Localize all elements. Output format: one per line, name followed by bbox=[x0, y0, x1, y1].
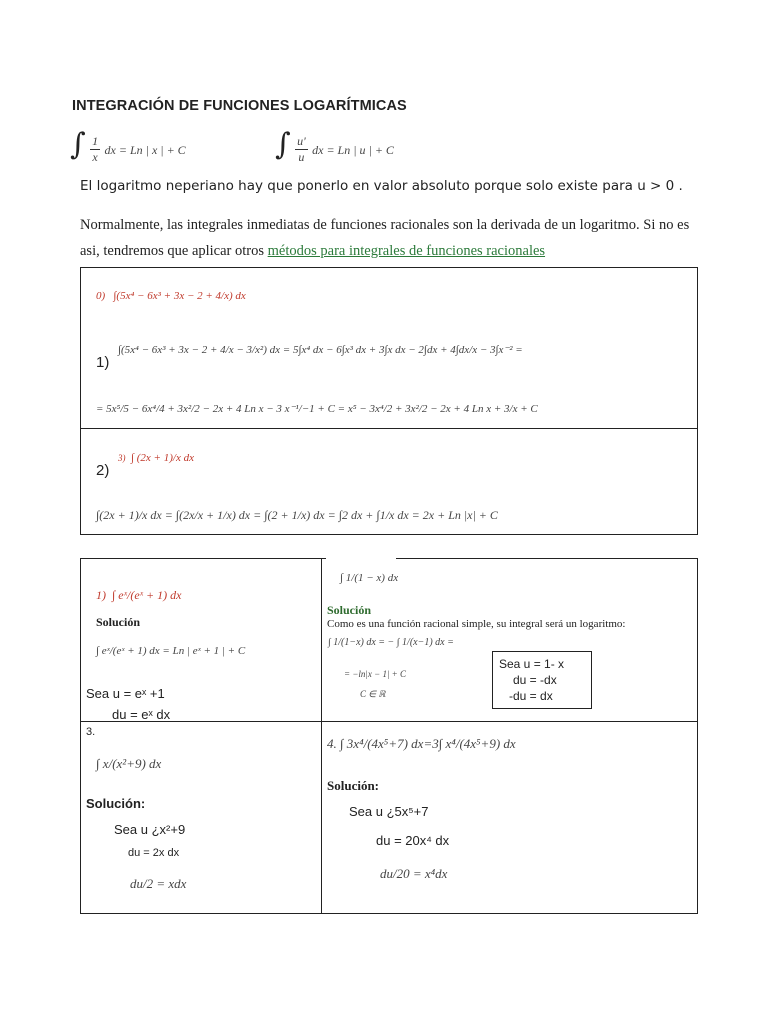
cell4-du: du = 20x⁴ dx bbox=[376, 833, 450, 848]
cell2-eq1: ∫ 1/(1−x) dx = − ∫ 1/(x−1) dx = bbox=[328, 637, 454, 648]
formula-basic-log: ∫ $\frac{1}{x}$ dx = Ln | x | + C bbox=[70, 127, 186, 165]
cell1-du: du = eˣ dx bbox=[112, 707, 171, 722]
ex2-number: 2) bbox=[96, 462, 110, 479]
cell2-substitution-box bbox=[492, 651, 592, 709]
ex1-step1: ∫(5x⁴ − 6x³ + 3x − 2 + 4/x − 3/x²) dx = 5∫x⁴ dx − 6∫x³ dx + 3∫x dx − 2∫dx + 4∫dx/x − 3∫x⁻² = bbox=[118, 344, 523, 356]
cell2-eq3: C ∈ ℝ bbox=[360, 689, 386, 699]
cell1-substitution: Sea u = eˣ +1 bbox=[86, 686, 165, 701]
cell2-eq2: = −ln|x − 1| + C bbox=[344, 669, 406, 679]
page-title: INTEGRACIÓN DE FUNCIONES LOGARÍTMICAS bbox=[72, 98, 407, 114]
intro-text: Normalmente, las integrales inmediatas de funciones racionales son la derivada de un logaritmo. Si no es asi, tendremos que aplicar otros bbox=[80, 217, 690, 259]
cell3-substitution: Sea u ¿x²+9 bbox=[114, 822, 186, 837]
formula-general-log: ∫ $\frac{u'}{u}$ dx = Ln | u | + C bbox=[275, 127, 394, 165]
cell4-statement: 4. ∫ 3x⁴/(4x⁵+7) dx=3∫ x⁴/(4x⁵+9) dx bbox=[327, 736, 516, 751]
cell3-solution-label: Solución: bbox=[86, 796, 146, 811]
cell1-solution-label: Solución bbox=[96, 615, 141, 629]
intro-paragraph bbox=[80, 212, 705, 264]
cell4-solution-label: Solución: bbox=[327, 778, 380, 793]
intro-abs-value-note: El logaritmo neperiano hay que ponerlo en valor absoluto porque solo existe para u > 0 . bbox=[80, 178, 683, 194]
ex1-number: 1) bbox=[96, 354, 110, 371]
ex2-solution: ∫(2x + 1)/x dx = ∫(2x/x + 1/x) dx = ∫(2 + 1/x) dx = ∫2 dx + ∫1/x dx = 2x + Ln |x| + C bbox=[96, 508, 498, 522]
cell2-box-line: -du = dx bbox=[509, 689, 553, 703]
ex1-step2: = 5x⁵/5 − 6x⁴/4 + 3x²/2 − 2x + 4 Ln x − 3 x⁻¹/−1 + C = x⁵ − 3x⁴/2 + 3x²/2 − 2x + 4 Ln x + 3/x + C bbox=[96, 403, 538, 415]
cell2-box-line: du = -dx bbox=[513, 673, 557, 687]
cell3-statement: ∫ x/(x²+9) dx bbox=[96, 756, 162, 771]
cell2-text: Como es una función racional simple, su integral será un logaritmo: bbox=[327, 618, 626, 630]
ex1-statement: 0) ∫(5x⁴ − 6x³ + 3x − 2 + 4/x) dx bbox=[96, 290, 246, 302]
ex2-statement: 3) ∫ (2x + 1)/x dx bbox=[118, 452, 194, 464]
cell2-statement: ∫ 1/(1 − x) dx bbox=[340, 572, 399, 584]
cell4-substitution: Sea u ¿5x⁵+7 bbox=[349, 804, 429, 819]
cell3-du: du = 2x dx bbox=[128, 847, 180, 859]
cell1-result: ∫ eˣ/(eˣ + 1) dx = Ln | eˣ + 1 | + C bbox=[96, 645, 246, 657]
cell2-box-line: Sea u = 1- x bbox=[499, 657, 565, 671]
cell3-number: 3. bbox=[86, 726, 96, 738]
cell2-solution-label: Solución bbox=[327, 603, 372, 617]
cell3-equation: du/2 = xdx bbox=[130, 876, 187, 891]
methods-link[interactable]: métodos para integrales de funciones racionales bbox=[267, 243, 546, 259]
cell1-statement: 1) ∫ eˣ/(eˣ + 1) dx bbox=[96, 588, 182, 602]
cell4-equation: du/20 = x⁴dx bbox=[380, 866, 448, 881]
